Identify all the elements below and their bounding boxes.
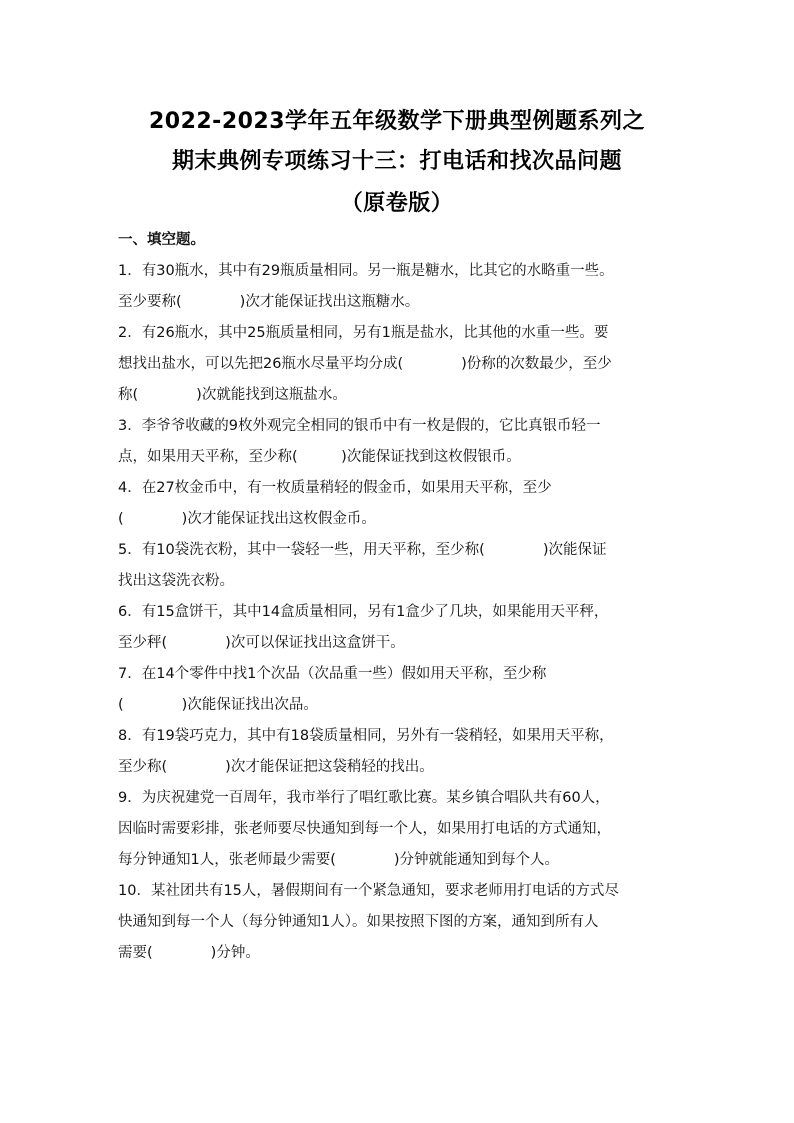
question-1-line-1: 1．有30瓶水，其中有29瓶质量相同。另一瓶是糖水，比其它的水略重一些。 <box>118 263 614 279</box>
question-6-line-2: 至少秤( )次可以保证找出这盒饼干。 <box>118 635 405 651</box>
section-heading-fill-in: 一、填空题。 <box>118 232 205 248</box>
question-10-line-1: 10．某社团共有15人，暑假期间有一个紧急通知，要求老师用打电话的方式尽 <box>118 883 619 899</box>
title-line-1: 2022-2023学年五年级数学下册典型例题系列之 <box>148 109 646 134</box>
question-9-line-2: 因临时需要彩排，张老师要尽快通知到每一个人，如果用打电话的方式通知， <box>118 821 611 837</box>
title-line-2: 期末典例专项练习十三：打电话和找次品问题 <box>171 149 622 174</box>
question-4-line-1: 4．在27枚金币中，有一枚质量稍轻的假金币，如果用天平称，至少 <box>118 480 552 496</box>
question-6-line-1: 6．有15盒饼干，其中14盒质量相同，另有1盒少了几块，如果能用天平秤， <box>118 604 609 620</box>
question-2-line-2: 想找出盐水，可以先把26瓶水尽量平均分成( )份称的次数最少，至少 <box>118 356 612 372</box>
question-1-line-2: 至少要称( )次才能保证找出这瓶糖水。 <box>118 294 420 310</box>
question-5-line-2: 找出这袋洗衣粉。 <box>118 573 234 589</box>
question-3-line-2: 点，如果用天平称，至少称( )次能保证找到这枚假银币。 <box>118 449 521 465</box>
question-8-line-2: 至少称( )次才能保证把这袋稍轻的找出。 <box>118 759 434 775</box>
question-7-line-1: 7．在14个零件中找1个次品（次品重一些）假如用天平称，至少称 <box>118 666 547 682</box>
question-10-line-3: 需要( )分钟。 <box>118 945 260 961</box>
question-2-line-1: 2．有26瓶水，其中25瓶质量相同，另有1瓶是盐水，比其他的水重一些。要 <box>118 325 609 341</box>
question-9-line-1: 9．为庆祝建党一百周年，我市举行了唱红歌比赛。某乡镇合唱队共有60人， <box>118 790 610 806</box>
question-5-line-1: 5．有10袋洗衣粉，其中一袋轻一些，用天平称，至少称( )次能保证 <box>118 542 607 558</box>
question-9-line-3: 每分钟通知1人，张老师最少需要( )分钟就能通知到每个人。 <box>118 852 560 868</box>
question-8-line-1: 8．有19袋巧克力，其中有18袋质量相同，另外有一袋稍轻，如果用天平称， <box>118 728 614 744</box>
question-3-line-1: 3．李爷爷收藏的9枚外观完全相同的银币中有一枚是假的，它比真银币轻一 <box>118 418 601 434</box>
question-4-line-2: ( )次才能保证找出这枚假金币。 <box>118 511 376 527</box>
question-2-line-3: 称( )次就能找到这瓶盐水。 <box>118 387 347 403</box>
question-10-line-2: 快通知到每一个人（每分钟通知1人）。如果按照下图的方案，通知到所有人 <box>118 914 599 930</box>
question-7-line-2: ( )次能保证找出次品。 <box>118 697 318 713</box>
title-line-3: （原卷版） <box>340 191 454 216</box>
